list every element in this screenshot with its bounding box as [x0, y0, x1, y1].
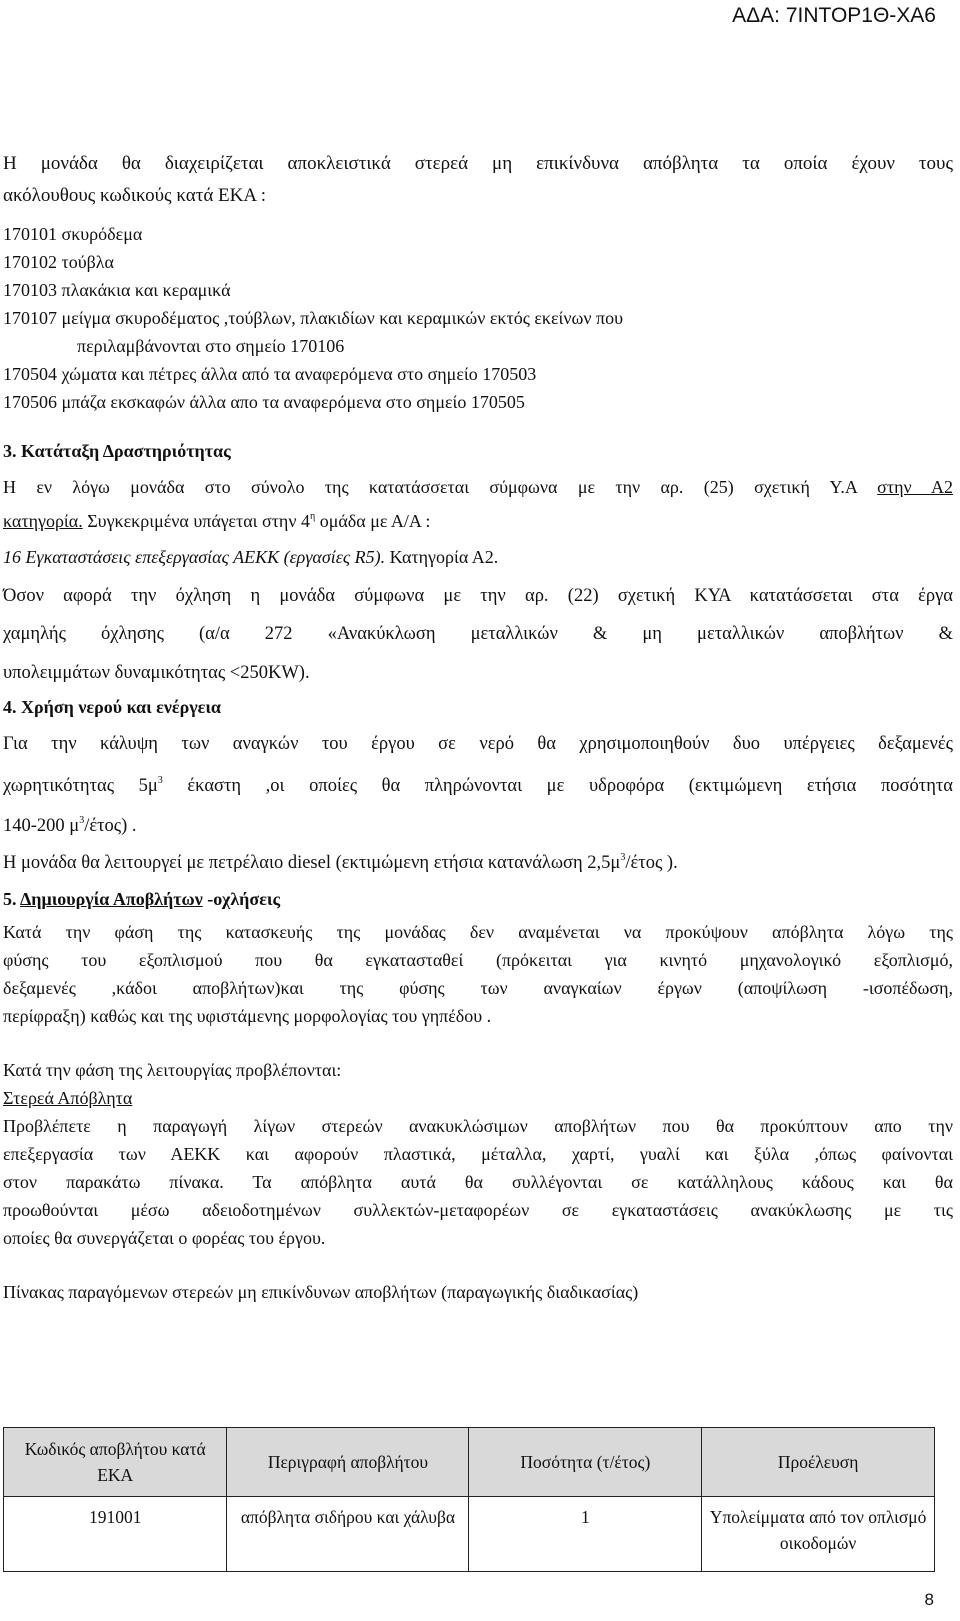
table-cell: 1 — [469, 1497, 702, 1572]
column-header: Ποσότητα (τ/έτος) — [469, 1428, 702, 1497]
ewc-code-item: 170504 χώματα και πέτρες άλλα από τα αναφερόμενα στο σημείο 170503 — [3, 364, 537, 384]
ewc-code-item: 170506 μπάζα εκσκαφών άλλα απο τα αναφερόμενα στο σημείο 170505 — [3, 392, 525, 412]
table-caption: Πίνακας παραγόμενων στερεών μη επικίνδυνων αποβλήτων (παραγωγικής διαδικασίας) — [3, 1282, 639, 1302]
solid-waste-line: προωθούνται μέσω αδειοδοτημένων συλλεκτών-μεταφορέων σε εγκαταστάσεις ανακύκλωσης με τις — [3, 1200, 953, 1220]
water-line-3: 140-200 $\mu^3/έ\tau o\varsigma$) . — [3, 815, 137, 836]
construction-line: φύσης του εξοπλισμού που θα εγκατασταθεί (πρόκειται για κινητό μηχανολογικό εξοπλισμό, — [3, 950, 953, 970]
solid-waste-line: στον παρακάτω πίνακα. Τα απόβλητα αυτά θα συλλέγονται σε κατάλληλους κάδους και θα — [3, 1172, 953, 1192]
table-cell: Υπολείμματα από τον οπλισμό οικοδομών — [702, 1497, 935, 1572]
construction-line-last: περίφραξη) καθώς και της υφιστάμενης μορφολογίας του γηπέδου . — [3, 1006, 492, 1026]
table-header-row — [4, 1428, 935, 1497]
table-cell: 191001 — [4, 1497, 227, 1572]
water-line-2: χωρητικότητας $5\mu^3$ έκαστη ,οι οποίες θα πληρώνονται με υδροφόρα (εκτιμώμενη ετήσια ποσότητα — [3, 775, 953, 796]
construction-line: δεξαμενές ,κάδοι αποβλήτων)και της φύσης των αναγκαίων έργων (αποψίλωση -ισοπέδωση, — [3, 978, 953, 998]
ewc-code-item-continuation: περιλαμβάνονται στο σημείο 170106 — [77, 336, 345, 356]
ewc-code-item: 170107 μείγμα σκυροδέματος ,τούβλων, πλακιδίων και κεραμικών εκτός εκείνων που — [3, 308, 623, 328]
operation-phase-line: Κατά την φάση της λειτουργίας προβλέπονται: — [3, 1060, 342, 1080]
column-header: Κωδικός αποβλήτου κατά ΕΚΑ — [4, 1428, 227, 1497]
classification-line-1: Η εν λόγω μονάδα στο σύνολο της κατατάσσεται σύμφωνα με την αρ. (25) σχετική Υ.Α στην Α2 — [3, 477, 954, 497]
noise-line-1: Όσον αφορά την όχληση η μονάδα σύμφωνα με την αρ. (22) σχετική ΚΥΑ κατατάσσεται στα έργα — [3, 586, 953, 606]
document-body — [3, 148, 953, 1306]
noise-line-3: υπολειμμάτων δυναμικότητας <250KW). — [3, 663, 310, 683]
column-header: Προέλευση — [702, 1428, 935, 1497]
ewc-code-item: 170102 τούβλα — [3, 252, 114, 272]
solid-waste-line: Προβλέπετε η παραγωγή λίγων στερεών ανακυκλώσιμων αποβλήτων που θα προκύπτουν απο την — [3, 1116, 953, 1136]
ada-code: ΑΔΑ: 7ΙΝΤΟΡ1Θ-ΧΑ6 — [732, 4, 936, 27]
page-number: 8 — [924, 1590, 934, 1609]
section-4-heading: 4. Χρήση νερού και ενέργεια — [3, 697, 221, 717]
column-header: Περιγραφή αποβλήτου — [227, 1428, 469, 1497]
section-3-heading: 3. Κατάταξη Δραστηριότητας — [3, 441, 231, 461]
ewc-code-item: 170101 σκυρόδεμα — [3, 224, 143, 244]
classification-line-3: 16 Εγκαταστάσεις επεξεργασίας ΑΕΚΚ (εργασίες R5). Κατηγορία Α2. — [3, 547, 499, 567]
energy-line: Η μονάδα θα λειτουργεί με πετρέλαιο diesel (εκτιμώμενη ετήσια κατανάλωση $2,5\mu^3$/έτος ). — [3, 852, 678, 873]
intro-line-2: ακόλουθους κωδικούς κατά ΕΚΑ : — [3, 185, 267, 206]
table-cell: απόβλητα σιδήρου και χάλυβα — [227, 1497, 469, 1572]
construction-line: Κατά την φάση της κατασκευής της μονάδας δεν αναμένεται να προκύψουν απόβλητα λόγω της — [3, 922, 953, 942]
classification-line-2: κατηγορία. Συγκεκριμένα υπάγεται στην $4^\eta$ ομάδα με Α/Α : — [3, 511, 431, 531]
water-line-1: Για την κάλυψη των αναγκών του έργου σε νερό θα χρησιμοποιηθούν δυο υπέργειες δεξαμενές — [3, 734, 953, 754]
solid-waste-line-last: οποίες θα συνεργάζεται ο φορέας του έργου. — [3, 1228, 326, 1248]
table-row — [4, 1497, 935, 1572]
waste-table — [3, 1427, 935, 1572]
intro-line-1: Η μονάδα θα διαχειρίζεται αποκλειστικά στερεά μη επικίνδυνα απόβλητα τα οποία έχουν τους — [3, 153, 953, 174]
ewc-code-item: 170103 πλακάκια και κεραμικά — [3, 280, 231, 300]
solid-waste-line: επεξεργασία των ΑΕΚΚ και αφορούν πλαστικά, μέταλλα, χαρτί, γυαλί και ξύλα ,όπως φαίνονται — [3, 1144, 953, 1164]
section-5-heading: 5. Δημιουργία Αποβλήτων -οχλήσεις — [3, 889, 281, 909]
noise-line-2: χαμηλής όχλησης (α/α 272 «Ανακύκλωση μεταλλικών & μη μεταλλικών αποβλήτων & — [3, 624, 953, 644]
solid-waste-heading: Στερεά Απόβλητα — [3, 1088, 133, 1108]
